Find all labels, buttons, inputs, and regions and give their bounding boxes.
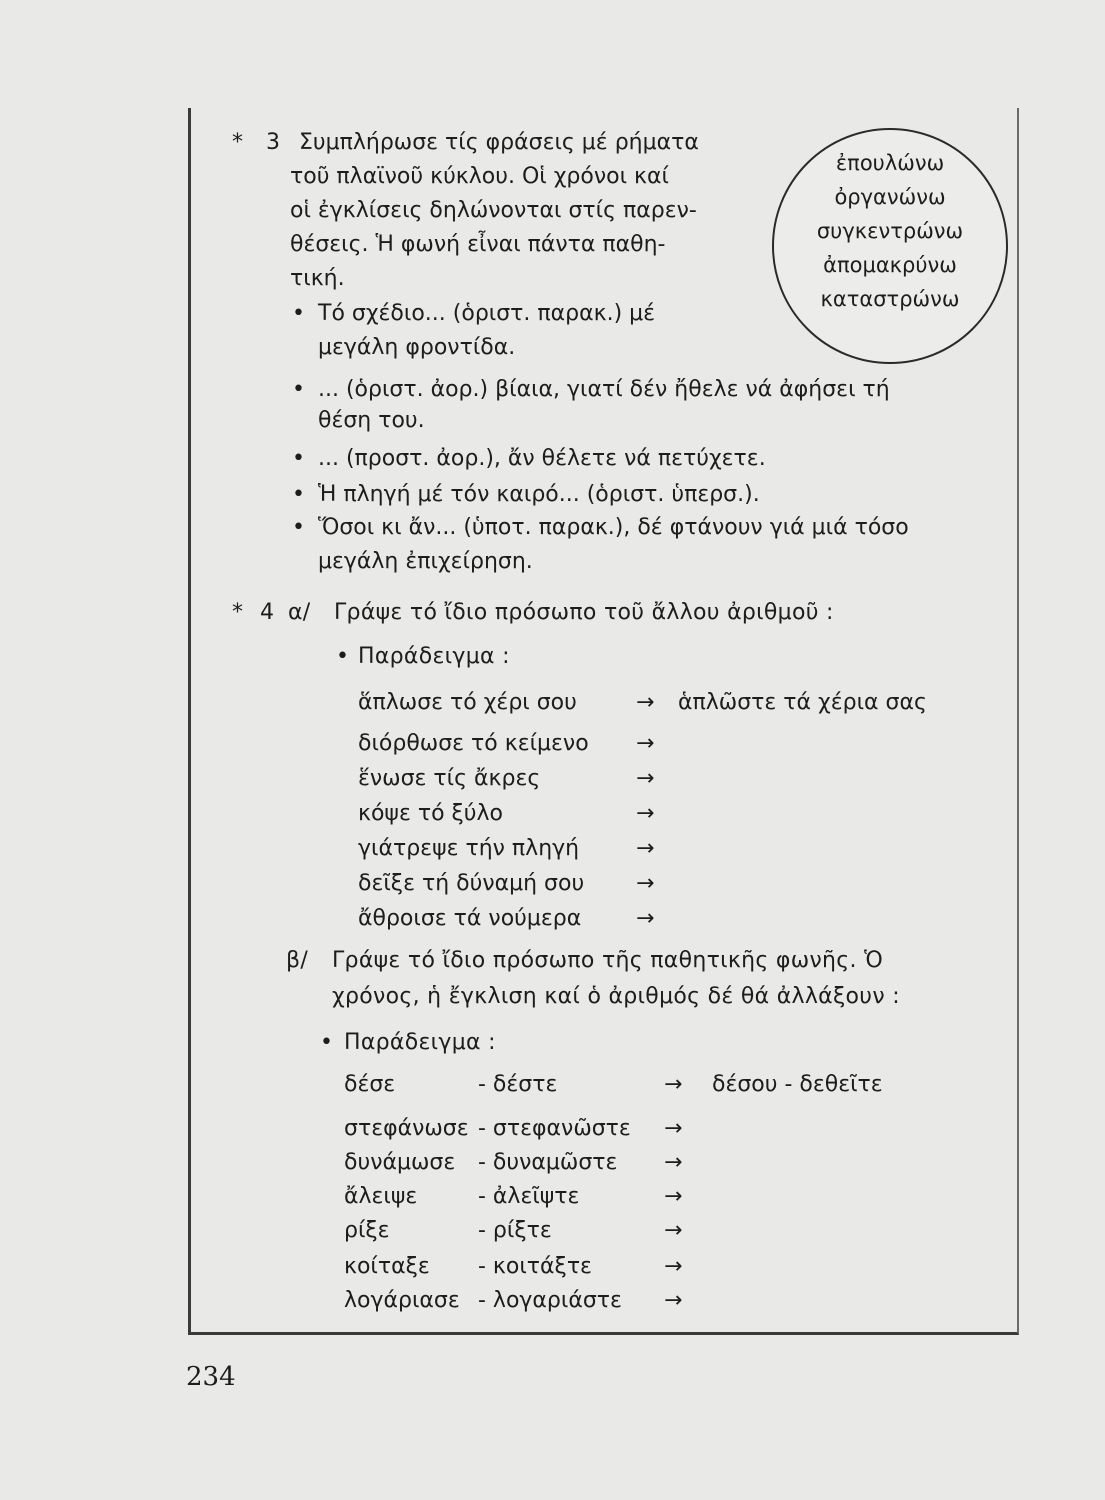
circle-verb: καταστρώνω: [820, 287, 960, 311]
part-a-instruction: Γράψε τό ἴδιο πρόσωπο τοῦ ἄλλου ἀριθμοῦ :: [334, 600, 834, 625]
item-singular: λογάριασε: [344, 1288, 460, 1313]
exercise-star: *: [232, 130, 243, 155]
item-singular: ρίξε: [344, 1218, 390, 1243]
bullet-dot: •: [292, 482, 305, 507]
example-label: Παράδειγμα :: [358, 644, 510, 669]
bullet-dot: •: [292, 446, 305, 471]
arrow-icon: →: [636, 906, 655, 931]
example-from: ἅπλωσε τό χέρι σου: [358, 690, 577, 715]
item-plural: - δυναμῶστε: [478, 1150, 618, 1175]
circle-verb: συγκεντρώνω: [816, 219, 964, 243]
list-item-cont: μεγάλη φροντίδα.: [318, 335, 516, 360]
item-plural: - ρίξτε: [478, 1218, 552, 1243]
item-plural: - λογαριάστε: [478, 1288, 622, 1313]
arrow-icon: →: [664, 1150, 683, 1175]
part-b-instruction-cont: χρόνος, ἡ ἔγκλιση καί ὁ ἀριθμός δέ θά ἀλλάξουν :: [332, 984, 900, 1009]
arrow-icon: →: [664, 1254, 683, 1279]
item-singular: στεφάνωσε: [344, 1116, 469, 1141]
bullet-dot: •: [292, 301, 305, 326]
list-item: κόψε τό ξύλο: [358, 801, 503, 826]
page-number: 234: [186, 1362, 236, 1392]
circle-verb: ἀπομακρύνω: [823, 253, 957, 277]
example-to: ἁπλῶστε τά χέρια σας: [678, 690, 927, 715]
bullet-dot: •: [336, 644, 350, 669]
arrow-icon: →: [636, 836, 655, 861]
item-singular: δυνάμωσε: [344, 1150, 456, 1175]
exercise-4-star: *: [232, 600, 244, 625]
example-passive: δέσου - δεθεῖτε: [712, 1072, 883, 1097]
arrow-icon: →: [664, 1116, 683, 1141]
arrow-icon: →: [636, 801, 655, 826]
list-item: ... (ὁριστ. ἀορ.) βίαια, γιατί δέν ἤθελε νά ἀφήσει τή: [318, 377, 890, 402]
instruction-line: τοῦ πλαϊνοῦ κύκλου. Οἱ χρόνοι καί: [290, 164, 669, 189]
circle-verb: ὀργανώνω: [834, 185, 946, 209]
list-item: Τό σχέδιο... (ὁριστ. παρακ.) μέ: [318, 301, 656, 326]
instruction-line: οἱ ἐγκλίσεις δηλώνονται στίς παρεν-: [290, 198, 697, 223]
list-item: ... (προστ. ἀορ.), ἄν θέλετε νά πετύχετε.: [318, 446, 766, 471]
item-plural: - κοιτάξτε: [478, 1254, 592, 1279]
list-item: δεῖξε τή δύναμή σου: [358, 871, 585, 896]
list-item-cont: μεγάλη ἐπιχείρηση.: [318, 549, 533, 574]
part-a-label: α/: [288, 600, 311, 625]
instruction-line: Συμπλήρωσε τίς φράσεις μέ ρήματα: [299, 130, 699, 155]
example-singular: δέσε: [344, 1072, 396, 1097]
arrow-icon: →: [664, 1072, 683, 1097]
list-item: διόρθωσε τό κείμενο: [358, 731, 589, 756]
item-plural: - στεφανῶστε: [478, 1116, 631, 1141]
part-b-instruction: Γράψε τό ἴδιο πρόσωπο τῆς παθητικῆς φωνῆς. Ὁ: [332, 948, 884, 973]
verb-circle: [772, 128, 1008, 364]
list-item: ἄθροισε τά νούμερα: [358, 906, 582, 931]
arrow-icon: →: [664, 1184, 683, 1209]
part-b-label: β/: [286, 948, 309, 973]
example-label: Παράδειγμα :: [344, 1030, 496, 1055]
item-singular: κοίταξε: [344, 1254, 430, 1279]
bullet-dot: •: [320, 1030, 334, 1055]
example-plural: - δέστε: [478, 1072, 558, 1097]
instruction-line: θέσεις. Ἡ φωνή εἶναι πάντα παθη-: [290, 232, 666, 257]
bullet-dot: •: [292, 515, 305, 540]
list-item-cont: θέση του.: [318, 408, 425, 433]
arrow-icon: →: [636, 690, 655, 715]
list-item: Ὅσοι κι ἄν... (ὑποτ. παρακ.), δέ φτάνουν γιά μιά τόσο: [318, 515, 909, 540]
instruction-line: τική.: [290, 266, 345, 291]
list-item: ἕνωσε τίς ἄκρες: [358, 766, 541, 791]
circle-verb: ἐπουλώνω: [835, 151, 945, 175]
item-plural: - ἀλεῖψτε: [478, 1184, 580, 1209]
exercise-4-number: 4: [260, 600, 275, 625]
list-item: γιάτρεψε τήν πληγή: [358, 836, 580, 861]
arrow-icon: →: [636, 766, 655, 791]
bullet-dot: •: [292, 377, 305, 402]
arrow-icon: →: [664, 1288, 683, 1313]
exercise-3-instruction: [232, 126, 699, 296]
item-singular: ἄλειψε: [344, 1184, 418, 1209]
arrow-icon: →: [636, 731, 655, 756]
arrow-icon: →: [664, 1218, 683, 1243]
arrow-icon: →: [636, 871, 655, 896]
exercise-number: 3: [266, 130, 280, 155]
list-item: Ἡ πληγή μέ τόν καιρό... (ὁριστ. ὑπερσ.).: [318, 482, 760, 507]
